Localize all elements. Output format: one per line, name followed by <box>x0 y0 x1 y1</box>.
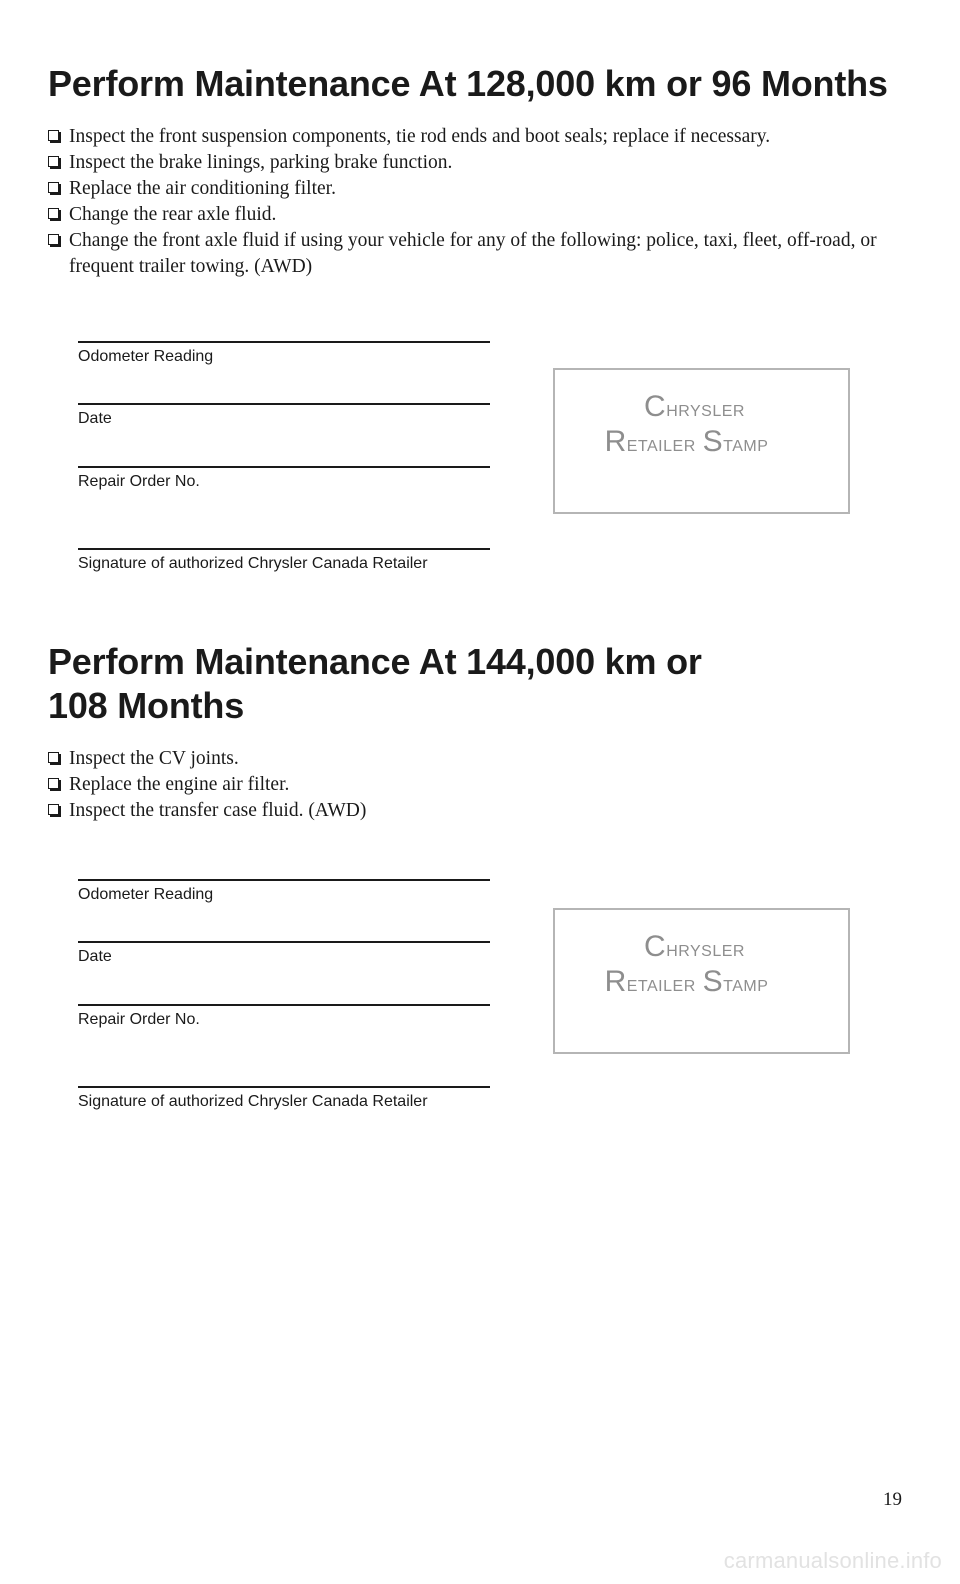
repair-order-label: Repair Order No. <box>78 1011 200 1028</box>
list-item[interactable]: Replace the air conditioning filter. <box>48 176 918 202</box>
section-title: Perform Maintenance At 144,000 km or 108 Months <box>48 641 702 726</box>
retailer-stamp-box <box>553 908 850 1054</box>
stamp-line-1: Chrysler <box>644 390 745 423</box>
odometer-label: Odometer Reading <box>78 886 214 903</box>
odometer-label: Odometer Reading <box>78 348 214 365</box>
signature-line[interactable] <box>78 1086 490 1088</box>
odometer-field[interactable] <box>78 879 490 905</box>
odometer-line[interactable] <box>78 879 490 881</box>
stamp-line-2: Retailer Stamp <box>604 425 769 458</box>
list-item[interactable]: Inspect the brake linings, parking brake function. <box>48 150 918 176</box>
checkbox-icon[interactable] <box>48 182 59 193</box>
signature-field[interactable] <box>78 548 490 574</box>
list-item[interactable]: Replace the engine air filter. <box>48 772 918 798</box>
repair-order-line[interactable] <box>78 466 490 468</box>
checkbox-icon[interactable] <box>48 130 59 141</box>
maintenance-section-128000 <box>48 62 918 280</box>
repair-order-field[interactable] <box>78 1004 490 1030</box>
date-field[interactable] <box>78 403 490 429</box>
checkbox-icon[interactable] <box>48 234 59 245</box>
list-item[interactable]: Inspect the transfer case fluid. (AWD) <box>48 798 918 824</box>
list-item[interactable]: Change the rear axle fluid. <box>48 202 918 228</box>
retailer-stamp-box <box>553 368 850 514</box>
checkbox-icon[interactable] <box>48 752 59 763</box>
odometer-field[interactable] <box>78 341 490 367</box>
watermark: carmanualsonline.info <box>723 1548 942 1573</box>
maintenance-section-144000 <box>48 640 918 824</box>
checkbox-icon[interactable] <box>48 208 59 219</box>
list-item[interactable]: Change the front axle fluid if using your vehicle for any of the following: police, taxi, fleet, off-road, or frequent trailer towing. (AWD) <box>48 228 918 280</box>
page-number: 19 <box>883 1489 902 1510</box>
checklist <box>48 124 918 280</box>
repair-order-field[interactable] <box>78 466 490 492</box>
date-label: Date <box>78 948 112 965</box>
signature-line[interactable] <box>78 548 490 550</box>
stamp-line-1: Chrysler <box>644 930 745 963</box>
date-line[interactable] <box>78 941 490 943</box>
signature-label: Signature of authorized Chrysler Canada Retailer <box>78 1093 428 1110</box>
repair-order-line[interactable] <box>78 1004 490 1006</box>
checkbox-icon[interactable] <box>48 156 59 167</box>
checklist <box>48 746 918 824</box>
date-field[interactable] <box>78 941 490 967</box>
repair-order-label: Repair Order No. <box>78 473 200 490</box>
stamp-line-2: Retailer Stamp <box>604 965 769 998</box>
list-item[interactable]: Inspect the CV joints. <box>48 746 918 772</box>
signature-field[interactable] <box>78 1086 490 1112</box>
list-item[interactable]: Inspect the front suspension components, tie rod ends and boot seals; replace if necessary. <box>48 124 918 150</box>
section-title: Perform Maintenance At 128,000 km or 96 Months <box>48 63 888 104</box>
date-label: Date <box>78 410 112 427</box>
checkbox-icon[interactable] <box>48 778 59 789</box>
signature-label: Signature of authorized Chrysler Canada Retailer <box>78 555 428 572</box>
checkbox-icon[interactable] <box>48 804 59 815</box>
date-line[interactable] <box>78 403 490 405</box>
odometer-line[interactable] <box>78 341 490 343</box>
